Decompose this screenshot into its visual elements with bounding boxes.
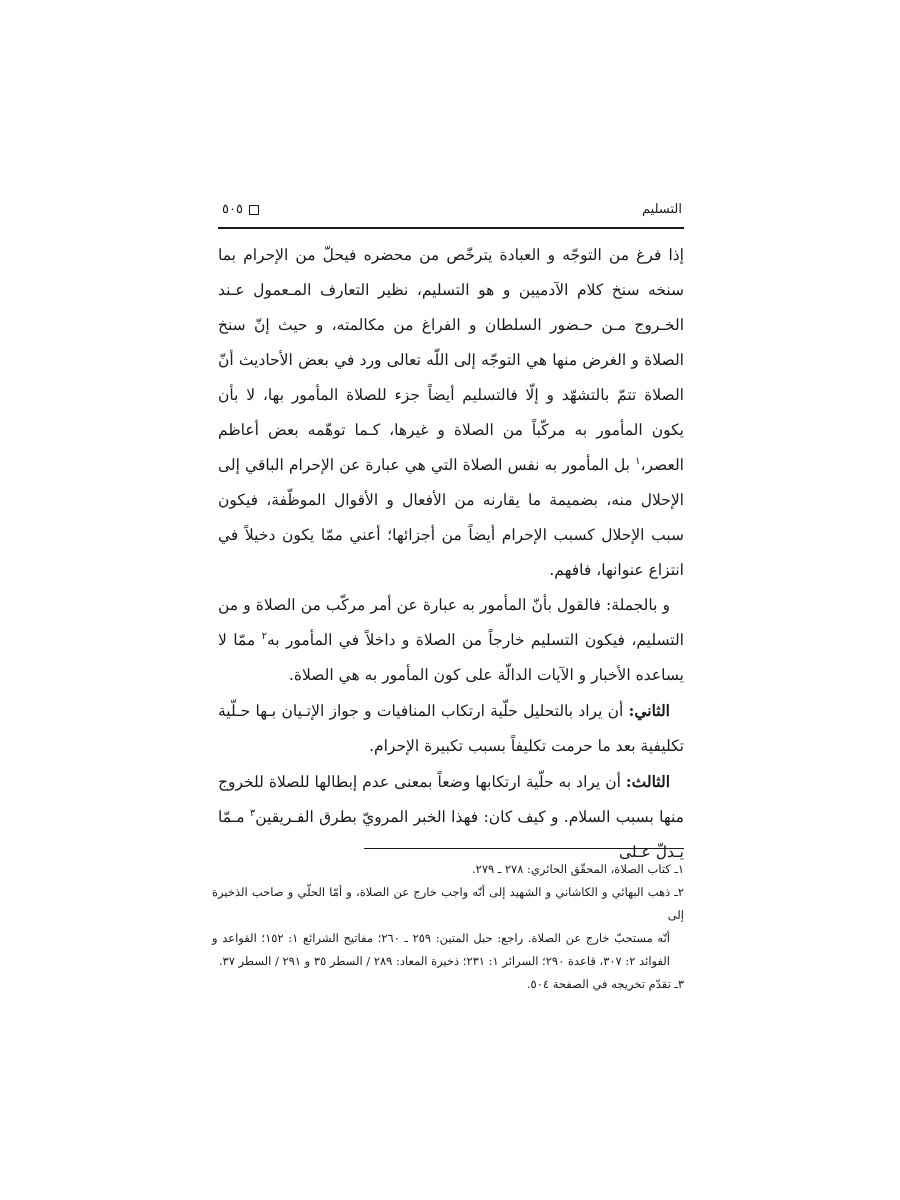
- running-header: [222, 198, 682, 224]
- footnote-ref[interactable]: ٣: [249, 807, 256, 819]
- footnote: ١ـ كتاب الصلاة، المحقّق الحائري: ٢٧٨ ـ ٢٧٩.: [471, 862, 684, 876]
- footnote-ref[interactable]: ١: [635, 455, 641, 467]
- paragraph: الثالث: أن يراد به حلّية ارتكابها وضعاً بمعنى عدم إبطالها للصلاة للخروج منها بسبب السلام. و كيف كان: فهذا الخبر المرويّ بطرق الفـريقين$^٣$ مـمّا يـدلّ عـلى: [218, 772, 684, 861]
- footnote: ٢ـ ذهب البهائي و الكاشاني و الشهيد إلى أنّه واجب خارج عن الصلاة، و أمّا الحلّي و صاحب الذخيرة إلى: [212, 885, 684, 922]
- paragraph: إذا فرغ من التوجّه و العبادة يترخّص من محضره فيحلّ من الإحرام بما سنخه سنخ كلام الآدميين و هو التسليم، نظير التعارف المـعمول عـند الخـروج مـن حـضور السلطان و الفراغ من مكالمته، و حيث إنّ سنخ الصلاة و الغرض منها هي التوجّه إلى اللّه تعالى ورد في بعض الأحاديث أنّ الصلاة تتمّ بالتشهّد و إلّا فالتسليم أيضاً جزء للصلاة المأمور بها، لا بأن يكون المأمور به مركّباً من الصلاة و غيرها، كـما توهّمه بعض أعاظم العصر،$^١$ بل المأمور به نفس الصلاة التي هي عبارة عن الإحرام الباقي إلى الإحلال منه، بضميمة ما يقارنه من الأفعال و الأقوال الموظّفة، فيكون سبب الإحلال كسبب الإحرام أيضاً من أجزائها؛ أعني ممّا يكون دخيلاً في انتزاع عنوانها، فافهم.: [218, 246, 684, 579]
- footnotes: [212, 858, 684, 996]
- footnote-divider: [364, 848, 684, 849]
- paragraph: الثاني: أن يراد بالتحليل حلّية ارتكاب المنافيات و جواز الإتـيان بـها حـلّية تكليفية بعد ما حرمت تكليفاً بسبب تكبيرة الإحرام.: [218, 701, 684, 755]
- square-ornament-icon: [249, 205, 259, 215]
- header-divider: [218, 227, 684, 229]
- paragraph: و بالجملة: فالقول بأنّ المأمور به عبارة عن أمر مركّب من الصلاة و من التسليم، فيكون التسليم خارجاً من الصلاة و داخلاً في المأمور به$^٢$ ممّا لا يساعده الأخبار و الآيات الدالّة على كون المأمور به هي الصلاة.: [218, 596, 684, 684]
- footnote: ٣ـ تقدّم تخريجه في الصفحة ٥٠٤.: [526, 977, 684, 991]
- body-text: [218, 238, 684, 870]
- section-label: الثالث:: [625, 772, 670, 791]
- section-label: الثاني:: [628, 701, 670, 720]
- footnote-continuation: أنّه مستحبّ خارج عن الصلاة. راجع: حبل المتين: ٢٥٩ ـ ٢٦٠؛ مفاتيح الشرائع ١: ١٥٢؛ القواعد و الفوائد ٢: ٣٠٧، قاعدة ٢٩٠؛ السرائر ١: ٢٣١؛ ذخيرة المعاد: ٢٨٩ / السطر ٣٥ و ٢٩١ / السطر ٣٧.: [212, 931, 670, 968]
- page-number: ٥٠٥: [222, 202, 243, 217]
- footnote-ref[interactable]: ٢: [261, 630, 267, 642]
- chapter-title: التسليم: [642, 202, 682, 217]
- page-number-block: [222, 202, 259, 217]
